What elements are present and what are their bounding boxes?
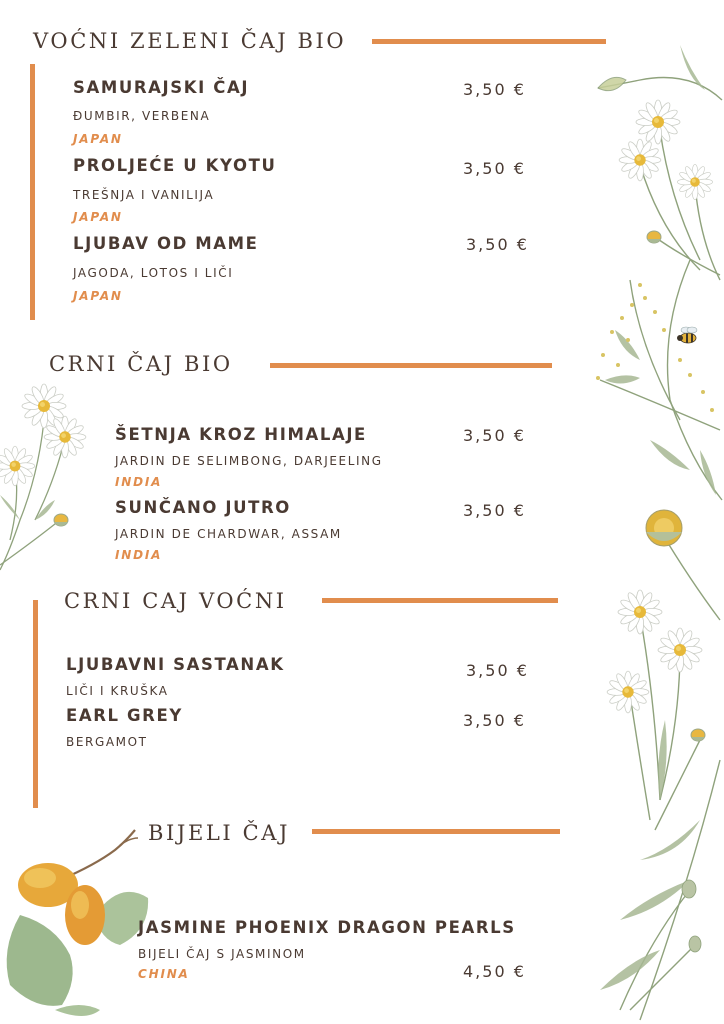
menu-item-origin: CHINA xyxy=(138,967,190,981)
menu-item-price: 3,50 € xyxy=(466,235,529,254)
menu-item-origin: JAPAN xyxy=(73,210,123,224)
menu-item-price: 3,50 € xyxy=(466,661,529,680)
menu-item-name: EARL GREY xyxy=(66,706,183,725)
section-title-black-fruit-tea: CRNI CAJ VOĆNI xyxy=(64,589,287,613)
section-divider xyxy=(372,39,606,44)
menu-item-description: LIČI I KRUŠKA xyxy=(66,684,169,698)
menu-item-name: JASMINE PHOENIX DRAGON PEARLS xyxy=(138,918,516,937)
menu-item-origin: INDIA xyxy=(115,475,163,489)
bee-illustration xyxy=(677,327,697,343)
menu-item-description: TREŠNJA I VANILIJA xyxy=(73,188,215,202)
menu-item-name: ŠETNJA KROZ HIMALAJE xyxy=(115,425,367,444)
section-title-white-tea: BIJELI ČAJ xyxy=(148,821,291,845)
menu-item-price: 3,50 € xyxy=(463,711,526,730)
menu-item-description: JARDIN DE CHARDWAR, ASSAM xyxy=(115,527,342,541)
section-accent-bar xyxy=(33,600,38,808)
menu-item-name: SAMURAJSKI ČAJ xyxy=(73,78,250,97)
apricot-branch-illustration xyxy=(7,830,148,1016)
section-title-black-tea: CRNI ČAJ BIO xyxy=(49,352,233,376)
section-divider xyxy=(322,598,558,603)
menu-item-price: 4,50 € xyxy=(463,962,526,981)
menu-item-name: LJUBAVNI SASTANAK xyxy=(66,655,285,674)
menu-item-name: LJUBAV OD MAME xyxy=(73,234,259,253)
menu-item-description: JAGODA, LOTOS I LIČI xyxy=(73,266,234,280)
section-divider xyxy=(270,363,552,368)
menu-item-description: BERGAMOT xyxy=(66,735,148,749)
section-accent-bar xyxy=(30,64,35,320)
menu-item-origin: INDIA xyxy=(115,548,163,562)
menu-item-name: SUNČANO JUTRO xyxy=(115,498,291,517)
menu-item-price: 3,50 € xyxy=(463,426,526,445)
menu-item-price: 3,50 € xyxy=(463,159,526,178)
menu-item-origin: JAPAN xyxy=(73,132,123,146)
menu-item-origin: JAPAN xyxy=(73,289,123,303)
menu-item-name: PROLJEĆE U KYOTU xyxy=(73,156,277,175)
menu-item-price: 3,50 € xyxy=(463,80,526,99)
section-divider xyxy=(312,829,560,834)
menu-item-description: ĐUMBIR, VERBENA xyxy=(73,109,211,123)
menu-item-description: JARDIN DE SELIMBONG, DARJEELING xyxy=(115,454,383,468)
section-title-fruit-green-tea: VOĆNI ZELENI ČAJ BIO xyxy=(33,29,347,53)
menu-item-price: 3,50 € xyxy=(463,501,526,520)
menu-item-description: BIJELI ČAJ S JASMINOM xyxy=(138,947,306,961)
